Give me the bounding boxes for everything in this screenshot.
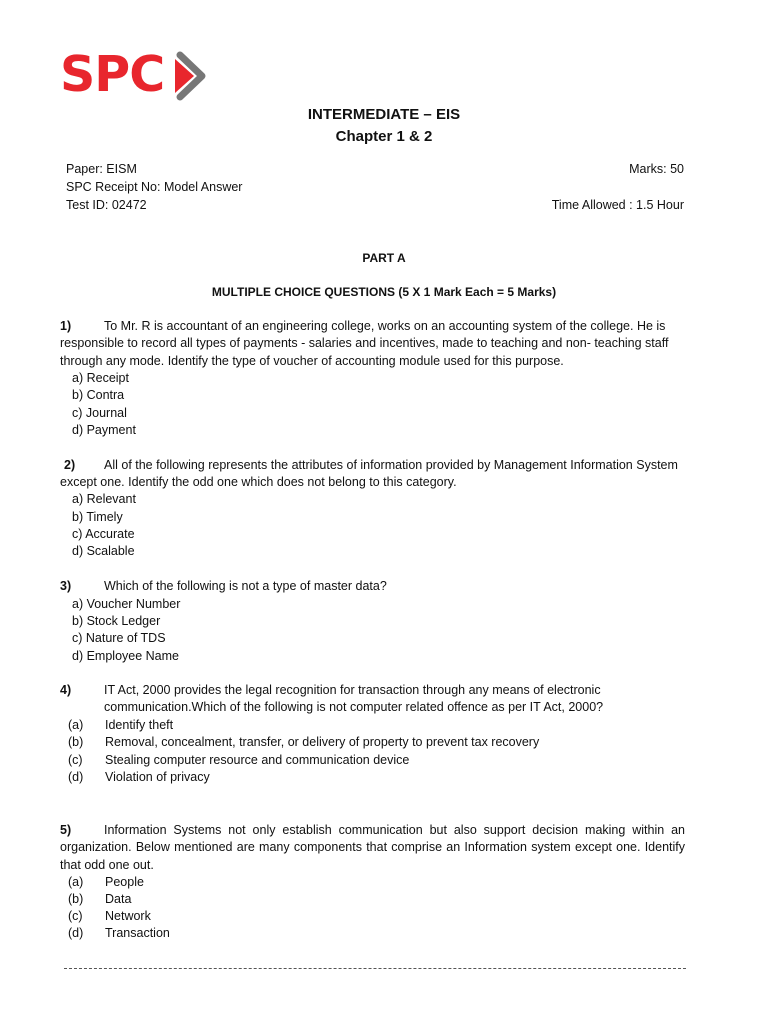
option: (b) Removal, concealment, transfer, or delivery of property to prevent tax recovery [68, 735, 540, 749]
question-5 [60, 822, 685, 874]
option: (a) People [68, 875, 144, 889]
question-number: 5) [60, 823, 72, 837]
paper-label: Paper: EISM [66, 162, 137, 176]
option: d) Payment [72, 423, 136, 437]
option: (c) Network [68, 909, 151, 923]
receipt-label: SPC Receipt No: Model Answer [66, 180, 243, 194]
option: c) Nature of TDS [72, 631, 166, 645]
question-number: 2) [64, 458, 76, 472]
option: b) Stock Ledger [72, 614, 161, 628]
question-text: To Mr. R is accountant of an engineering college, works on an accounting system of the college. He is responsible to record all types of payments - salaries and incentives, made to teaching and non- teaching staff through any mode. Identify the type of voucher of accounting module used for this purpose. [60, 319, 669, 368]
marks-label: Marks: 50 [629, 162, 684, 176]
option: (a) Identify theft [68, 718, 174, 732]
option: (d) Violation of privacy [68, 770, 210, 784]
option: c) Journal [72, 406, 127, 420]
question-text-line: IT Act, 2000 provides the legal recognition for transaction through any means of electronic [104, 683, 601, 697]
option: (c) Stealing computer resource and communication device [68, 753, 410, 767]
exam-subtitle: Chapter 1 & 2 [335, 128, 433, 145]
question-text: All of the following represents the attributes of information provided by Management Information System except one. Identify the odd one which does not belong to this category. [60, 458, 678, 490]
question-2 [60, 457, 685, 492]
option: a) Receipt [72, 371, 129, 385]
question-text: Which of the following is not a type of master data? [104, 579, 387, 593]
part-heading: PART A [362, 251, 406, 265]
question-1 [60, 318, 685, 370]
option: d) Employee Name [72, 649, 179, 663]
section-heading: MULTIPLE CHOICE QUESTIONS (5 X 1 Mark Each = 5 Marks) [211, 285, 557, 299]
question-number: 3) [60, 579, 72, 593]
option: (b) Data [68, 892, 132, 906]
question-text: Information Systems not only establish communication but also support decision making within an organization. Below mentioned are many components that comprise an Information system except one. Identify that odd one out. [60, 823, 685, 872]
dashed-divider [64, 968, 686, 969]
spc-logo [60, 46, 208, 104]
question-4-continued: communication.Which of the following is not computer related offence as per IT Act, 2000? [104, 700, 604, 714]
question-number: 4) [60, 683, 72, 697]
question-4 [60, 682, 685, 699]
option: a) Relevant [72, 492, 136, 506]
test-id-label: Test ID: 02472 [66, 198, 147, 212]
option: c) Accurate [72, 527, 135, 541]
option: b) Contra [72, 388, 125, 402]
option: d) Scalable [72, 544, 135, 558]
play-arrow-icon [172, 49, 212, 103]
logo-text: SPC [60, 46, 165, 103]
question-3 [60, 578, 685, 595]
exam-title: INTERMEDIATE – EIS [307, 106, 461, 123]
option: b) Timely [72, 510, 123, 524]
time-allowed-label: Time Allowed : 1.5 Hour [551, 198, 684, 212]
question-number: 1) [60, 319, 72, 333]
option: a) Voucher Number [72, 597, 181, 611]
option: (d) Transaction [68, 926, 170, 940]
